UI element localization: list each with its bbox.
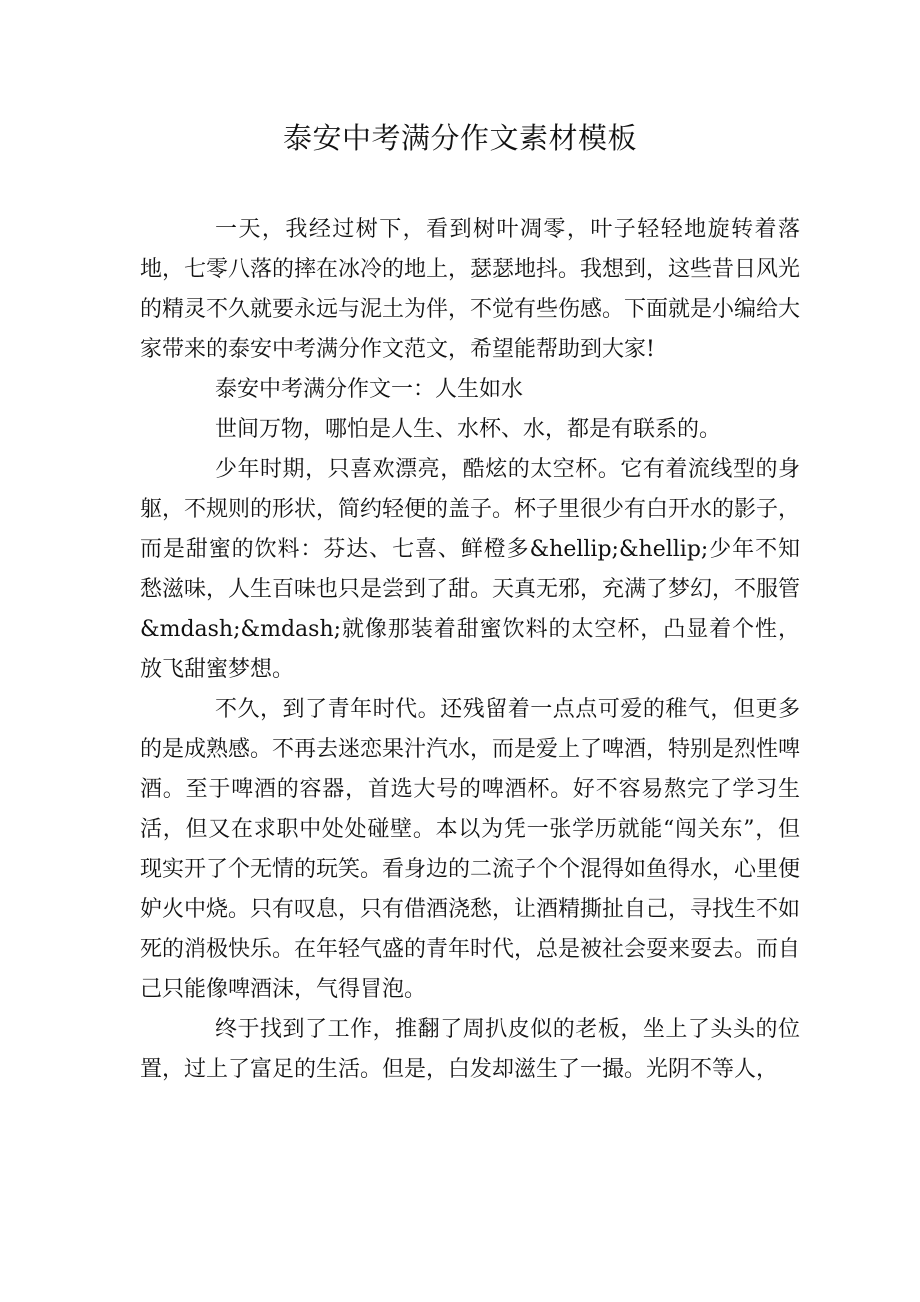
paragraph-young-adult: 不久，到了青年时代。还残留着一点点可爱的稚气，但更多的是成熟感。不再去迷恋果汁汽水，而是爱上了啤酒，特别是烈性啤酒。至于啤酒的容器，首选大号的啤酒杯。好不容易熬完了学习生活，但又在求职中处处碰壁。本以为凭一张学历就能“闯关东”，但现实开了个无情的玩笑。看身边的二流子个个混得如鱼得水，心里便妒火中烧。只有叹息，只有借酒浇愁，让酒精撕扯自己，寻找生不如死的消极快乐。在年轻气盛的青年时代，总是被社会耍来耍去。而自己只能像啤酒沫，气得冒泡。: [140, 697, 801, 1002]
paragraph-thesis: 世间万物，哪怕是人生、水杯、水，都是有联系的。: [215, 417, 722, 442]
paragraph-youth: 少年时期，只喜欢漂亮，酷炫的太空杯。它有着流线型的身躯，不规则的形状，简约轻便的盖子。杯子里很少有白开水的影子，而是甜蜜的饮料：芬达、七喜、鲜橙多&hellip;&hellip;少年不知愁滋味，人生百味也只是尝到了甜。天真无邪，充满了梦幻，不服管&mdash;&mdash;就像那装着甜蜜饮料的太空杯，凸显着个性，放飞甜蜜梦想。: [140, 457, 801, 682]
paragraph-intro: 一天，我经过树下，看到树叶凋零，叶子轻轻地旋转着落地，七零八落的摔在冰冷的地上，瑟瑟地抖。我想到，这些昔日风光的精灵不久就要永远与泥土为伴，不觉有些伤感。下面就是小编给大家带来的泰安中考满分作文范文，希望能帮助到大家!: [140, 217, 801, 362]
document-title: 泰安中考满分作文素材模板: [282, 121, 637, 155]
paragraph-essay-heading: 泰安中考满分作文一：人生如水: [215, 377, 524, 402]
document-body: [140, 210, 800, 1090]
paragraph-career: 终于找到了工作，推翻了周扒皮似的老板，坐上了头头的位置，过上了富足的生活。但是，白发却滋生了一撮。光阴不等人，: [140, 1017, 800, 1082]
